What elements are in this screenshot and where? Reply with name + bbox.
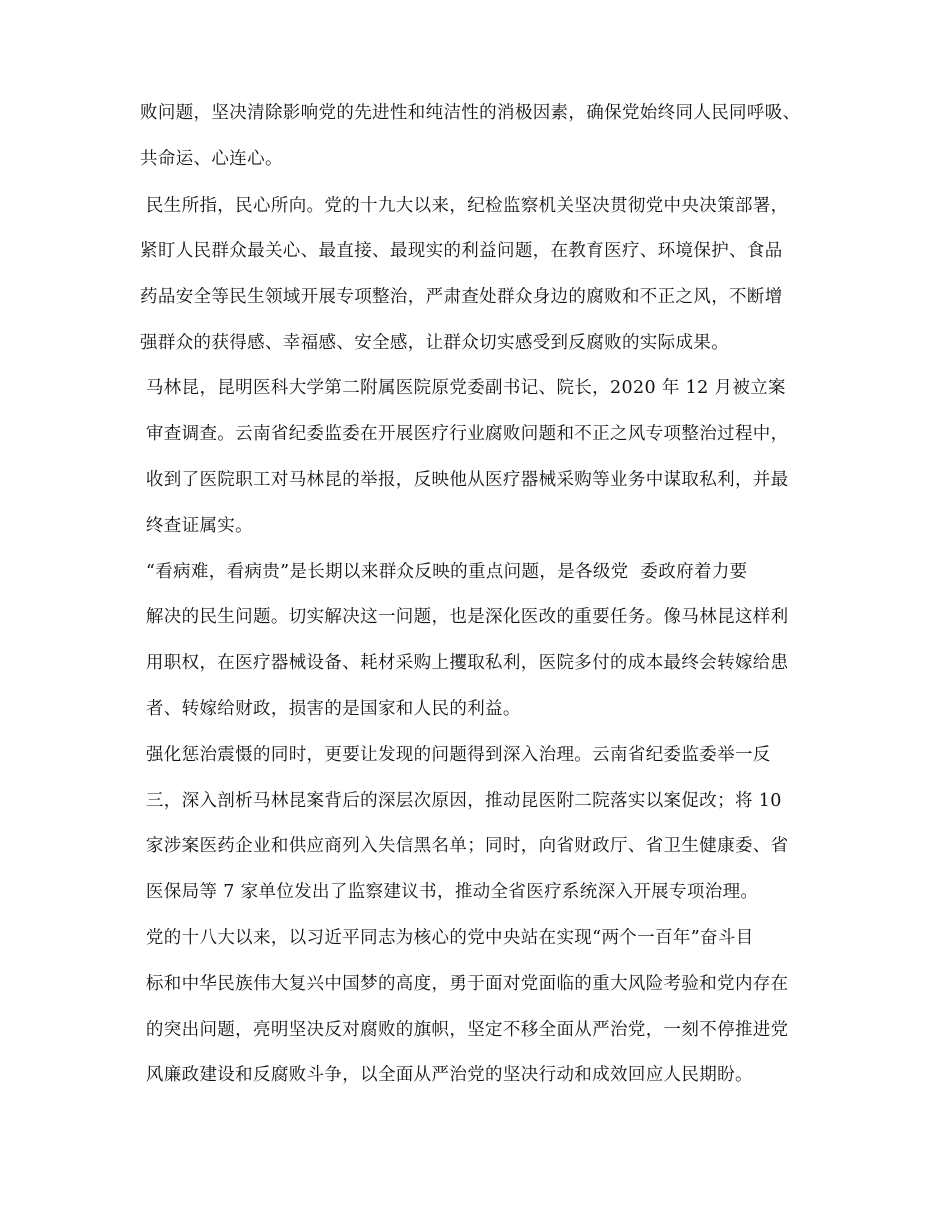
text-line: 药品安全等民生领域开展专项整治，严肃查处群众身边的腐败和不正之风，不断增 <box>140 287 783 307</box>
text-line: 终查证属实。 <box>140 516 254 536</box>
text-line: 者、转嫁给财政，损害的是国家和人民的利益。 <box>140 699 521 719</box>
text-line: “看病难，看病贵”是长期以来群众反映的重点问题，是各级党 委政府着力要 <box>140 562 748 582</box>
text-line: 审查调查。云南省纪委监委在开展医疗行业腐败问题和不正之风专项整治过程中， <box>140 424 789 444</box>
text-line: 败问题，坚决清除影响党的先进性和纯洁性的消极因素，确保党始终同人民同呼吸、 <box>140 103 801 123</box>
text-line: 风廉政建设和反腐败斗争，以全面从严治党的坚决行动和成效回应人民期盼。 <box>140 1065 753 1085</box>
text-line: 马林昆，昆明医科大学第二附属医院原党委副书记、院长，2020 年 12 月被立案 <box>140 378 786 398</box>
text-line: 紧盯人民群众最关心、最直接、最现实的利益问题，在教育医疗、环境保护、食品 <box>140 241 783 261</box>
text-line: 三，深入剖析马林昆案背后的深层次原因，推动昆医附二院落实以案促改；将 10 <box>140 791 782 811</box>
text-line: 医保局等 7 家单位发出了监察建议书，推动全省医疗系统深入开展专项治理。 <box>140 882 759 902</box>
text-line: 强群众的获得感、幸福感、安全感，让群众切实感受到反腐败的实际成果。 <box>140 333 730 353</box>
text-line: 共命运、心连心。 <box>140 149 283 169</box>
text-line: 标和中华民族伟大复兴中国梦的高度，勇于面对党面临的重大风险考验和党内存在 <box>140 974 789 994</box>
text-line: 强化惩治震慑的同时，更要让发现的问题得到深入治理。云南省纪委监委举一反 <box>140 745 771 765</box>
text-line: 家涉案医药企业和供应商列入失信黑名单；同时，向省财政厅、省卫生健康委、省 <box>140 836 789 856</box>
text-line: 用职权，在医疗器械设备、耗材采购上攫取私利，医院多付的成本最终会转嫁给患 <box>140 653 789 673</box>
text-line: 的突出问题，亮明坚决反对腐败的旗帜，坚定不移全面从严治党，一刻不停推进党 <box>140 1020 789 1040</box>
text-line: 解决的民生问题。切实解决这一问题，也是深化医改的重要任务。像马林昆这样利 <box>140 607 789 627</box>
text-line: 民生所指，民心所向。党的十九大以来，纪检监察机关坚决贯彻党中央决策部署， <box>140 196 789 216</box>
text-line: 党的十八大以来，以习近平同志为核心的党中央站在实现“两个一百年”奋斗目 <box>140 928 754 948</box>
text-line: 收到了医院职工对马林昆的举报，反映他从医疗器械采购等业务中谋取私利，并最 <box>140 470 789 490</box>
